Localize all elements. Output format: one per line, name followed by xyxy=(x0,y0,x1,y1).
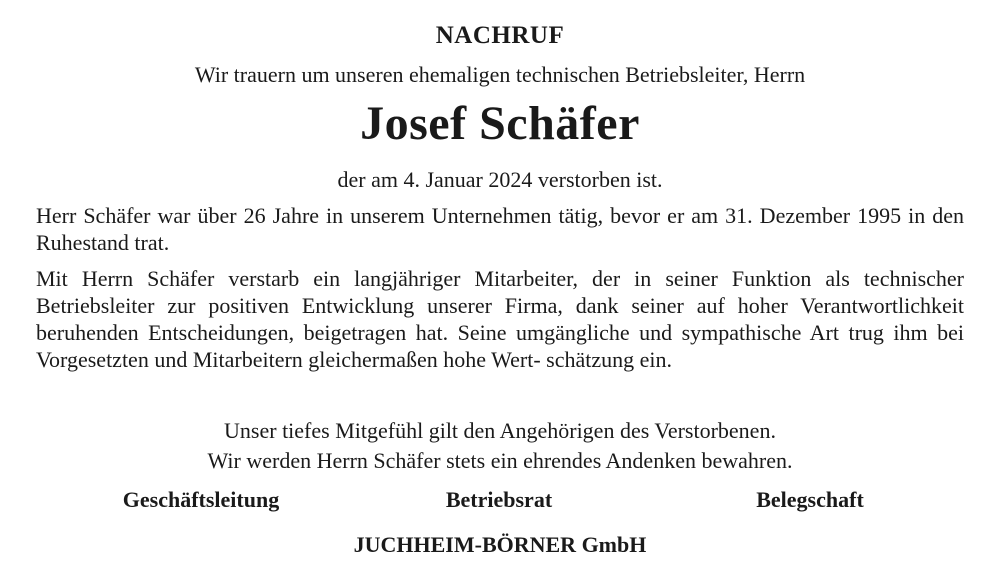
deceased-name: Josef Schäfer xyxy=(360,97,640,150)
remembrance-line: Wir werden Herrn Schäfer stets ein ehrendes Andenken bewahren. xyxy=(207,448,793,473)
body-paragraph-tribute: Mit Herrn Schäfer verstarb ein langjähriger Mitarbeiter, der in seiner Funktion als technischer Betriebsleiter zur positiven Entwicklung unserer Firma, dank seiner auf hoher Verantwortlichkeit beruhenden Entscheidungen, beigetragen hat. Seine umgängliche und sympathische Art trug ihm bei Vorgesetzten und Mitarbeitern gleichermaßen hohe Wert- schätzung ein. xyxy=(36,266,964,372)
signatory-staff: Belegschaft xyxy=(756,487,864,512)
signatory-works-council: Betriebsrat xyxy=(445,487,553,512)
body-paragraph-tenure: Herr Schäfer war über 26 Jahre in unserem Unternehmen tätig, bevor er am 31. Dezember 1995 in den Ruhestand trat. xyxy=(36,203,964,255)
company-name: JUCHHEIM-BÖRNER GmbH xyxy=(353,532,647,557)
intro-line: Wir trauern um unseren ehemaligen technischen Betriebsleiter, Herrn xyxy=(194,62,806,87)
signatories-row xyxy=(0,487,1000,517)
signatory-management: Geschäftsleitung xyxy=(122,487,280,512)
date-of-death-line: der am 4. Januar 2024 verstorben ist. xyxy=(337,167,663,192)
condolence-line: Unser tiefes Mitgefühl gilt den Angehörigen des Verstorbenen. xyxy=(224,418,776,443)
notice-heading: NACHRUF xyxy=(435,22,565,49)
